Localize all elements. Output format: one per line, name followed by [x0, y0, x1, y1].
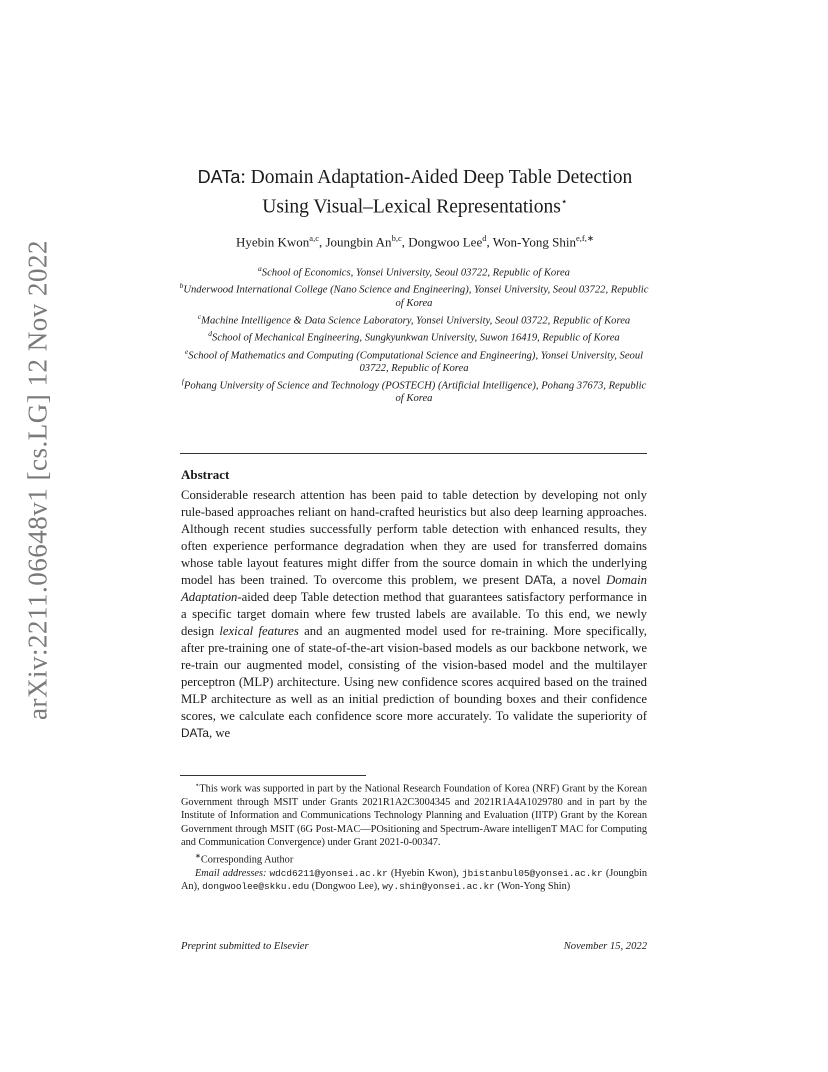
affiliation-mark: a [258, 264, 262, 273]
arxiv-sidebar-stamp [18, 240, 58, 720]
affiliation [178, 328, 650, 345]
corresponding-text: Corresponding Author [200, 854, 294, 866]
email-owner: (Won-Yong Shin) [494, 881, 571, 893]
author-affiliation-sup: a,c [309, 233, 319, 243]
abstract-text [181, 487, 647, 742]
affiliation [178, 346, 650, 376]
emphasis-domain-adaptation: Domain Adaptation [181, 573, 648, 604]
affiliation-text: Pohang University of Science and Technology (POSTECH) (Artificial Intelligence), Pohang 37673, Republic of Korea [183, 380, 647, 405]
footnotes [181, 779, 647, 894]
preprint-date: November 15, 2022 [563, 941, 647, 952]
emphasis-lexical-features: lexical features [219, 624, 299, 638]
email-link[interactable]: dongwoolee@skku.edu [202, 881, 310, 893]
corresponding-footnote [181, 850, 647, 867]
abstract-segment: , a novel [552, 573, 607, 587]
author-name: Won-Yong Shin [492, 234, 576, 250]
title-method-name: DATa [197, 167, 241, 187]
affiliation-list [178, 263, 650, 406]
arxiv-identifier: arXiv:2211.06648v1 [cs.LG] 12 Nov 2022 [22, 240, 53, 720]
author-name: Dongwoo Lee [408, 234, 483, 250]
email-owner: (Joungbin An), [181, 867, 648, 893]
method-name-inline: DATa [524, 573, 553, 587]
affiliation-text: School of Economics, Yonsei University, Seoul 03722, Republic of Korea [261, 267, 570, 279]
method-name-inline: DATa [181, 726, 209, 740]
email-link[interactable]: wy.shin@yonsei.ac.kr [382, 881, 495, 893]
author-affiliation-sup: e,f,∗ [576, 233, 594, 243]
funding-footnote [181, 779, 647, 850]
affiliation-text: Underwood International College (Nano Science and Engineering), Yonsei University, Seoul 03722, Republic of Korea [183, 284, 649, 309]
affiliation-text: School of Mechanical Engineering, Sungkyunkwan University, Suwon 16419, Republic of Korea [212, 332, 620, 344]
affiliation-text: Machine Intelligence & Data Science Laboratory, Yonsei University, Seoul 03722, Republic of Korea [201, 315, 631, 327]
author-separator: , [486, 234, 493, 250]
preprint-note: Preprint submitted to Elsevier [181, 941, 309, 952]
author-affiliation-sup: d [482, 233, 487, 243]
paper-title [150, 165, 680, 220]
affiliation [178, 280, 650, 310]
affiliation [178, 263, 650, 280]
abstract-segment: -aided deep Table detection method that guarantees satisfactory performance in a specific target domain where few trusted labels are available. To this end, we newly design [181, 590, 647, 638]
email-owner: (Dongwoo Lee), [309, 881, 383, 893]
email-link[interactable]: wdcd6211@yonsei.ac.kr [269, 867, 388, 879]
affiliation [178, 376, 650, 406]
affiliation-mark: b [179, 281, 184, 291]
title-line2: Using Visual–Lexical Representations [262, 196, 561, 218]
affiliation-mark: e [184, 346, 189, 356]
email-footnote [181, 867, 647, 894]
header-divider [180, 453, 647, 454]
affiliation-mark: f [181, 377, 184, 386]
affiliation-text: School of Mathematics and Computing (Computational Science and Engineering), Yonsei University, Seoul 03722, Republic of Korea [188, 350, 644, 375]
email-link[interactable]: jbistanbul05@yonsei.ac.kr [462, 867, 603, 879]
author-name: Hyebin Kwon [236, 234, 310, 250]
footnote-mark: ⋆ [195, 781, 200, 789]
title-line1: : Domain Adaptation-Aided Deep Table Detection [240, 167, 633, 188]
email-owner: (Hyebin Kwon), [387, 867, 463, 879]
abstract-segment: and an augmented model used for re-training. More specifically, after pre-training one of state-of-the-art vision-based models as our backbone network, we re-train our augmented model, consisting of the vision-based model and the multilayer perceptron (MLP) architecture. Using new confidence scores acquired based on the trained MLP architecture as well as an initial prediction of bounding boxes and their confidence scores, we calculate each confidence score more accurately. To validate the superiority of [181, 624, 647, 723]
author-separator: , [401, 234, 409, 250]
funding-text: This work was supported in part by the National Research Foundation of Korea (NRF) Grant by the Korean Government through MSIT under Grants 2021R1A2C3004345 and 2021R1A4A1029780 and in part by the Institute of Information and Communications Technology Planning and Evaluation (IITP) Grant by the Korean Government through MSIT (6G Post-MAC—POsitioning and Spectrum-Aware intelligenT MAC for Computing and Communication Convergence) under Grant 2021-0-00347. [181, 783, 647, 849]
abstract-segment: , we [208, 726, 231, 740]
footnote-divider [180, 775, 366, 776]
author-separator: , [318, 234, 326, 250]
author-name: Joungbin An [325, 234, 392, 250]
title-footnote-mark: ⋆ [560, 196, 568, 208]
footnote-mark: ∗ [195, 851, 201, 860]
abstract-segment: Considerable research attention has been paid to table detection by developing not only rule-based approaches reliant on hand-crafted heuristics but also deep learning approaches. Although recent studies successfully perform table detection with enhanced results, they often experience performance degradation when they are used for transferred domains whose table layout features might differ from the source domain in which the underlying model has been trained. To overcome this problem, we present [181, 488, 647, 587]
affiliation-mark: c [197, 311, 202, 321]
author-affiliation-sup: b,c [391, 233, 402, 243]
affiliation-mark: d [208, 329, 213, 339]
email-label: Email addresses: [195, 867, 267, 879]
abstract-heading: Abstract [181, 467, 230, 482]
author-list [150, 233, 680, 250]
affiliation [178, 311, 650, 328]
